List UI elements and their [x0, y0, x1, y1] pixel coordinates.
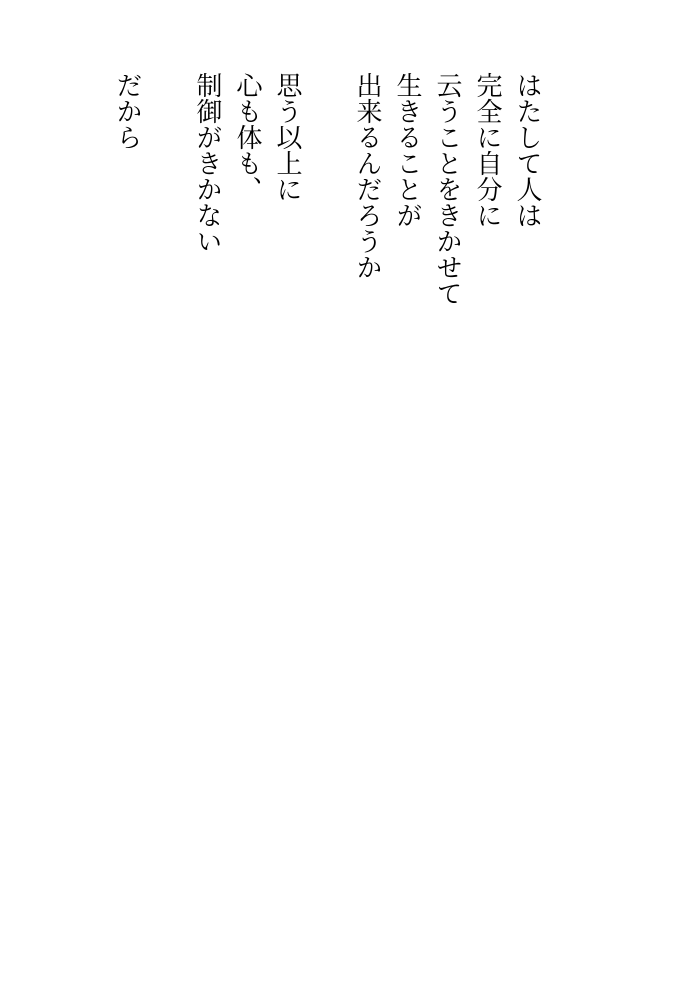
poem-line: 生きることが — [392, 72, 422, 228]
poem-line: 出来るんだろうか — [352, 72, 382, 280]
poem-line: はたして人は — [512, 72, 542, 228]
poem-line: 云うことをきかせて — [432, 72, 462, 306]
poem-line: 思う以上に — [272, 72, 302, 202]
stanza — [347, 72, 547, 372]
stanza — [107, 72, 147, 372]
poem-text-block — [107, 72, 547, 372]
stanza — [187, 72, 307, 372]
poem-line: 心も体も、 — [232, 72, 262, 202]
poem-line: だから — [112, 72, 142, 150]
poem-line: 制御がきかない — [192, 72, 222, 254]
poem-line: 完全に自分に — [472, 72, 502, 228]
